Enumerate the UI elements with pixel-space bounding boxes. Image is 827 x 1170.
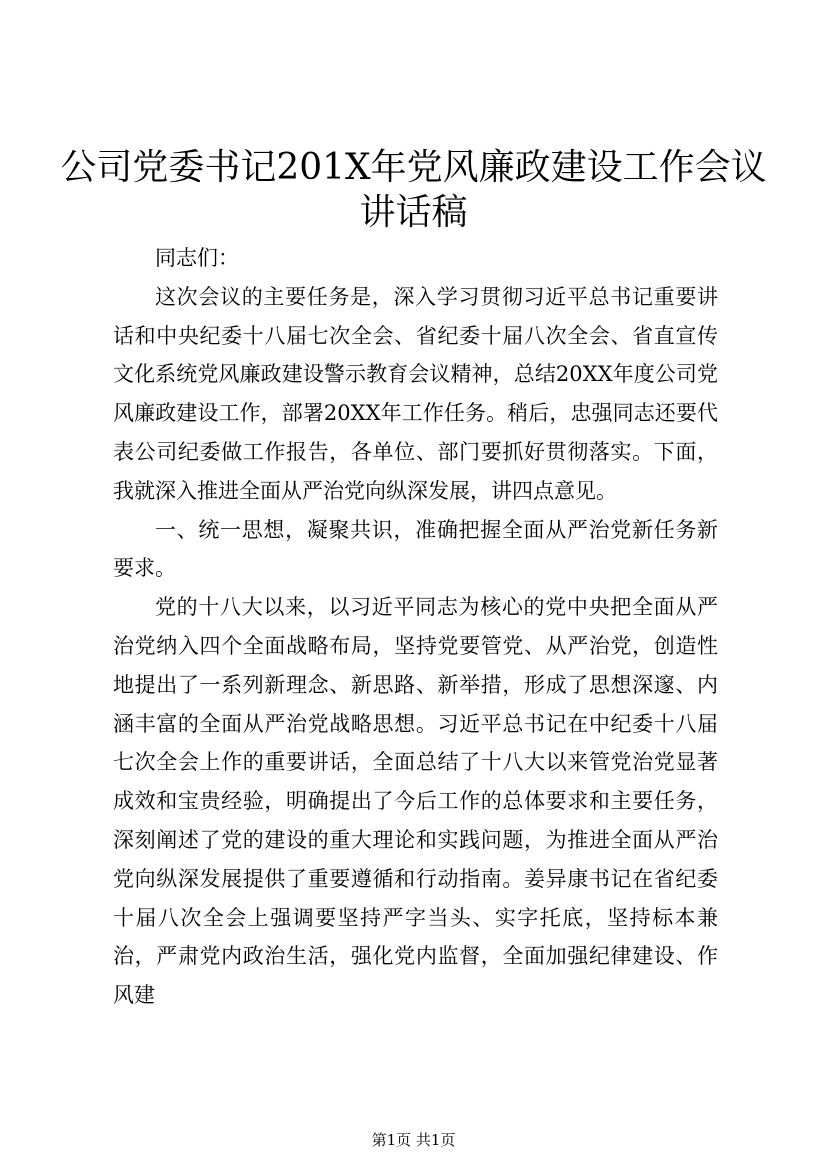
paragraph-intro: 这次会议的主要任务是，深入学习贯彻习近平总书记重要讲话和中央纪委十八届七次全会、省纪委十届八次全会、省直宣传文化系统党风廉政建设警示教育会议精神，总结20XX年度公司党风廉政建设工作，部署20XX年工作任务。稍后，忠强同志还要代表公司纪委做工作报告，各单位、部门要抓好贯彻落实。下面，我就深入推进全面从严治党向纵深发展，讲四点意见。 <box>113 284 718 503</box>
paragraph-salutation: 同志们： <box>155 246 239 270</box>
paragraph-body: 党的十八大以来，以习近平同志为核心的党中央把全面从严治党纳入四个全面战略布局，坚持党要管党、从严治党，创造性地提出了一系列新理念、新思路、新举措，形成了思想深邃、内涵丰富的全面从严治党战略思想。习近平总书记在中纪委十八届七次全会上作的重要讲话，全面总结了十八大以来管党治党显著成效和宝贵经验，明确提出了今后工作的总体要求和主要任务，深刻阐述了党的建设的重大理论和实践问题，为推进全面从严治党向纵深发展提供了重要遵循和行动指南。姜异康书记在省纪委十届八次全会上强调要坚持严字当头、实字托底，坚持标本兼治，严肃党内政治生活，强化党内监督，全面加强纪律建设、作风建 <box>113 595 718 1008</box>
document-title-line1: 公司党委书记201X年党风廉政建设工作会议 <box>60 147 767 188</box>
document-body <box>113 239 718 1015</box>
paragraph-section-heading: 一、统一思想，凝聚共识，准确把握全面从严治党新任务新要求。 <box>113 517 718 581</box>
page-footer: 第1页 共1页 <box>371 1131 456 1149</box>
document-title-line2: 讲话稿 <box>359 192 468 233</box>
